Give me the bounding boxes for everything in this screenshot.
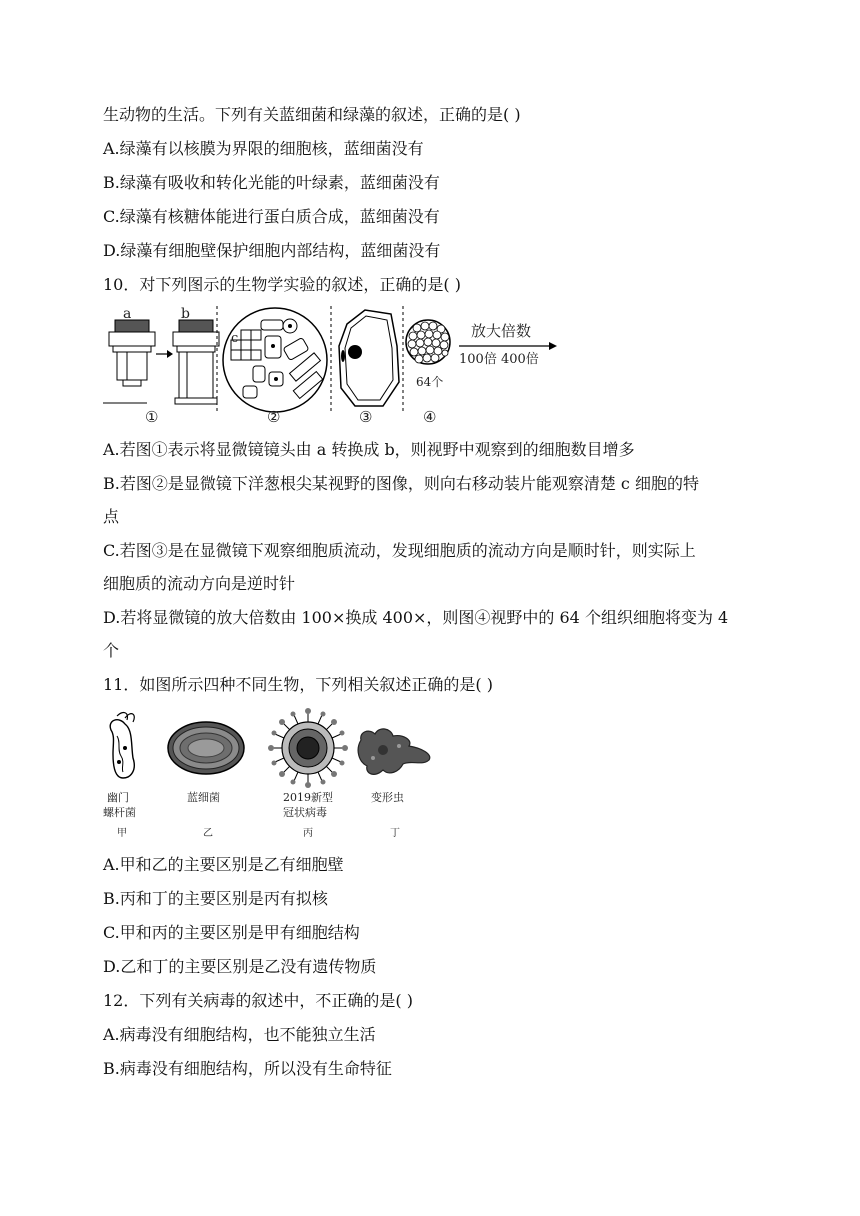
figure-number-4: ④ xyxy=(423,408,437,426)
plant-cell xyxy=(339,310,399,406)
q10-option-a: A.若图①表示将显微镜镜头由 a 转换成 b，则视野中观察到的细胞数目增多 xyxy=(103,440,635,459)
q10-option-c-line2: 细胞质的流动方向是逆时针 xyxy=(103,574,296,593)
yi-name: 蓝细菌 xyxy=(187,791,220,804)
q10-option-b-line1: B.若图②是显微镜下洋葱根尖某视野的图像，则向右移动装片能观察清楚 c 细胞的特 xyxy=(103,474,699,493)
jia-name-line2: 螺杆菌 xyxy=(103,806,136,819)
coronavirus-illustration xyxy=(268,708,348,788)
q12-stem: 12．下列有关病毒的叙述中，不正确的是( ) xyxy=(103,991,413,1010)
objective-lens-a xyxy=(109,320,155,386)
label-c: c xyxy=(231,331,239,346)
q10-option-d-line1: D.若将显微镜的放大倍数由 100×换成 400×，则图④视野中的 64 个组织细胞将变为 4 xyxy=(103,608,729,627)
figure-number-1: ① xyxy=(145,408,159,426)
tissue-field xyxy=(406,320,450,364)
ding-tag: 丁 xyxy=(390,828,400,839)
label-b: b xyxy=(181,306,190,322)
yi-tag: 乙 xyxy=(203,828,213,839)
cell-count-label: 64个 xyxy=(416,375,444,389)
figure-number-3: ③ xyxy=(359,408,373,426)
q11-option-c: C.甲和丙的主要区别是甲有细胞结构 xyxy=(103,923,360,942)
jia-tag: 甲 xyxy=(117,828,127,839)
q10-figure xyxy=(103,306,563,428)
label-a: a xyxy=(123,306,132,322)
bing-tag: 丙 xyxy=(303,828,313,839)
ding-name: 变形虫 xyxy=(371,791,404,804)
magnification-values: 100倍 400倍 xyxy=(459,352,539,367)
q12-option-b: B.病毒没有细胞结构，所以没有生命特征 xyxy=(103,1059,392,1078)
q11-stem: 11．如图所示四种不同生物，下列相关叙述正确的是( ) xyxy=(103,675,493,694)
q11-figure xyxy=(103,706,443,842)
objective-lens-b xyxy=(173,320,219,404)
q9-option-c: C.绿藻有核糖体能进行蛋白质合成，蓝细菌没有 xyxy=(103,207,440,226)
q10-stem: 10．对下列图示的生物学实验的叙述，正确的是( ) xyxy=(103,275,461,294)
q10-option-d-line2: 个 xyxy=(103,641,120,660)
q11-option-d: D.乙和丁的主要区别是乙没有遗传物质 xyxy=(103,957,377,976)
q9-option-d: D.绿藻有细胞壁保护细胞内部结构，蓝细菌没有 xyxy=(103,241,441,260)
magnification-title: 放大倍数 xyxy=(471,322,532,340)
q11-option-a: A.甲和乙的主要区别是乙有细胞壁 xyxy=(103,855,344,874)
helicobacter-illustration xyxy=(110,713,134,778)
amoeba-illustration xyxy=(358,729,430,774)
magnification-arrow-head-icon xyxy=(549,342,557,350)
root-tip-field xyxy=(223,308,327,412)
q11-option-b: B.丙和丁的主要区别是丙有拟核 xyxy=(103,889,328,908)
q9-option-b: B.绿藻有吸收和转化光能的叶绿素，蓝细菌没有 xyxy=(103,173,440,192)
q10-option-b-line2: 点 xyxy=(103,507,120,526)
q12-option-a: A.病毒没有细胞结构，也不能独立生活 xyxy=(103,1025,376,1044)
q9-option-a: A.绿藻有以核膜为界限的细胞核，蓝细菌没有 xyxy=(103,139,424,158)
jia-name-line1: 幽门 xyxy=(107,791,129,804)
bing-name-line1: 2019新型 xyxy=(283,791,333,804)
q9-stem: 生动物的生活。下列有关蓝细菌和绿藻的叙述，正确的是( ) xyxy=(103,105,521,124)
bing-name-line2: 冠状病毒 xyxy=(283,806,327,819)
arrow-head-icon xyxy=(167,350,173,358)
cyanobacteria-illustration xyxy=(168,722,244,774)
figure-number-2: ② xyxy=(267,408,281,426)
q10-option-c-line1: C.若图③是在显微镜下观察细胞质流动，发现细胞质的流动方向是顺时针，则实际上 xyxy=(103,541,696,560)
